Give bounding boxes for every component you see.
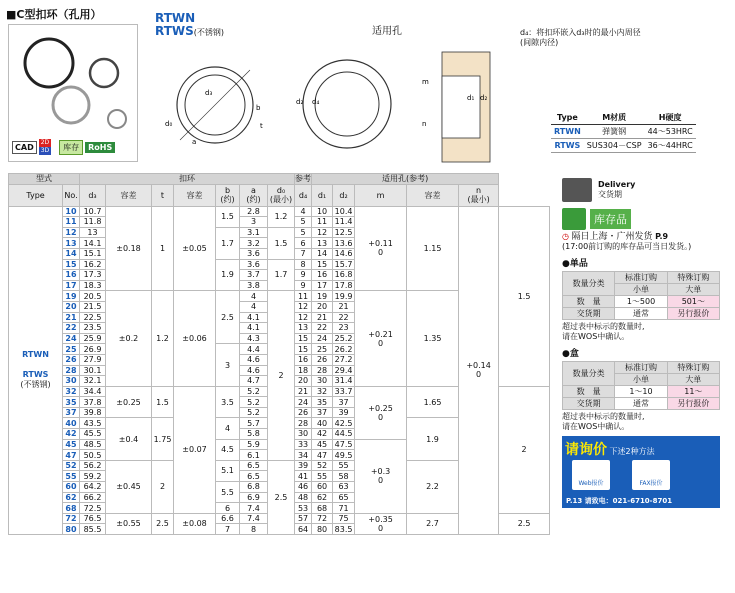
table-row: 35 37.8 5.2 24 35 37 — [9, 397, 550, 408]
table-row: 19 20.5 ±0.2 1.2 ±0.06 2.5 4 2 11 19 19.9 +0.21 0 1.35 — [9, 291, 550, 302]
hole-label: 适用孔 — [372, 26, 402, 37]
d4-note: d₄：将扣环嵌入d₃时的最小内周径 (间隙内径) — [520, 28, 641, 47]
table-row: 55 59.2 6.5 41 55 58 — [9, 471, 550, 482]
table-row: 16 17.3 3.7 9 16 16.8 — [9, 270, 550, 281]
table-row: 45 48.5 4.5 5.9 33 45 47.5 +0.3 0 — [9, 439, 550, 450]
table-row: 15 16.2 1.9 3.6 1.7 8 15 15.7 — [9, 259, 550, 270]
table-row: 20 21.5 4 12 20 21 — [9, 301, 550, 312]
rings-illustration — [9, 25, 137, 135]
col-header: d₄ — [295, 184, 312, 206]
table-row: 40 43.5 ±0.4 1.75 4 5.7 28 40 42.5 1.9 — [9, 418, 550, 429]
table-row: 42 45.5 5.8 30 42 44.5 — [9, 429, 550, 440]
web-quote-button[interactable]: Web报价 — [572, 460, 610, 490]
col-header: d₀ (最小) — [268, 184, 295, 206]
svg-text:d₃: d₃ — [205, 89, 213, 97]
col-header: a (约) — [240, 184, 268, 206]
fax-quote-button[interactable]: FAX报价 — [632, 460, 670, 490]
table-row: 28 30.1 4.6 18 28 29.4 — [9, 365, 550, 376]
table-row: 17 18.3 3.8 9 17 17.8 — [9, 280, 550, 291]
svg-text:b: b — [256, 104, 261, 112]
col-header: 容差 — [106, 184, 152, 206]
table-row: 25 26.9 3 4.4 15 25 26.2 — [9, 344, 550, 355]
col-header: 容差 — [407, 184, 459, 206]
qty-table-box: 数量分类 标准订购 特殊订购 小单 大单 数 量 1～10 11～ 交货期 通常 另行报价 — [562, 361, 720, 410]
table-row: 21 22.5 4.1 12 21 22 — [9, 312, 550, 323]
material-table: Type M材质 H硬度 RTWN 弹簧钢 44～53HRC RTWS SUS304－CSP 36～44HRC — [551, 111, 696, 153]
table-row: 47 50.5 6.1 34 47 49.5 — [9, 450, 550, 461]
inquiry-box[interactable]: 请询价 下述2种方法 Web报价 FAX报价 P.13 请致电：021-6710-8701 — [562, 436, 720, 508]
col-header: m — [355, 184, 407, 206]
ring-drawing — [160, 50, 280, 160]
svg-text:d₀: d₀ — [165, 120, 173, 128]
table-row: 13 14.1 3.2 6 13 13.6 — [9, 238, 550, 249]
col-header: d₃ — [80, 184, 106, 206]
col-header: d₁ — [312, 184, 333, 206]
table-row: 24 25.9 4.3 15 24 25.2 — [9, 333, 550, 344]
svg-text:m: m — [422, 78, 429, 86]
col-header: d₂ — [333, 184, 355, 206]
table-row: 72 76.5 ±0.55 2.5 ±0.08 6.6 7.4 57 72 75 +0.35 0 2.7 2.5 — [9, 513, 550, 524]
table-row: 26 27.9 4.6 16 26 27.2 — [9, 354, 550, 365]
hole-drawing — [292, 42, 512, 167]
col-header: t — [152, 184, 174, 206]
cad-badge[interactable]: CAD 2D 3D 库存 RoHS — [12, 139, 115, 155]
table-row: 30 32.1 4.7 20 30 31.4 — [9, 376, 550, 387]
spec-table: 型式 扣环 参考 适用孔(参考) Type No. d₃ 容差 t 容差 b (约) a (约) d₀ (最小) d₄ d₁ d₂ m 容差 n (最小) RTWN RTWS (不锈钢) 10 10.7 ±0.18 1 ±0.05 1.5 2.8 1.2 4 10 10.4 +0.11 0 1.15 +0.14 0 1.5 11 11.8 3 5 11 11.4 12 13 1.7 3.1 1.5 5 12 12.5 13 14.1 3.2 6 13 13.6 14 15.1 3.6 7 14 14.6 15 16.2 1.9 3.6 1.7 8 15 15.7 16 17.3 3.7 9 16 16.8 17 18.3 3.8 9 17 17.8 19 20.5 ±0.2 1.2 ±0.06 2.5 4 2 11 19 19.9 +0.21 0 1.35 20 21.5 4 12 20 21 21 22.5 4.1 12 21 22 22 23.5 4.1 13 22 23 24 25.9 4.3 15 24 25.2 25 26.9 3 4.4 15 25 26.2 26 27.9 4.6 16 26 27.2 28 30.1 4.6 18 28 29.4 30 32.1 4.7 20 30 31.4 32 34.4 ±0.25 1.5 ±0.07 3.5 5.2 21 32 33.7 +0.25 0 1.65 2 35 37.8 5.2 24 35 37 37 39.8 5.2 26 37 39 40 43.5 ±0.4 1.75 4 5.7 28 40 42.5 1.9 42 45.5 5.8 30 42 44.5 45 48.5 4.5 5.9 33 45 47.5 +0.3 0 47 50.5 6.1 34 47 49.5 52 56.2 ±0.45 2 5.1 6.5 2.5 39 52 55 2.2 55 59.2 6.5 41 55 58 60 64.2 5.5 6.8 46 60 63 62 66.2 6.9 48 62 65 68 72.5 6 7.4 53 68 71 72 76.5 ±0.55 2.5 ±0.08 6.6 7.4 57 72 75 +0.35 0 2.7 2.5 80 85.5 7 8 64 80 83.5 — [8, 173, 550, 535]
series-title: RTWN RTWS(不锈钢) — [155, 11, 225, 38]
col-header: 容差 — [174, 184, 216, 206]
col-header: n (最小) — [459, 184, 499, 206]
table-row: 14 15.1 3.6 7 14 14.6 — [9, 248, 550, 259]
truck-icon — [562, 178, 592, 202]
stock-badge: 库存 — [59, 140, 83, 155]
svg-text:d₂: d₂ — [480, 94, 488, 102]
clock-icon: ◷ — [562, 232, 569, 241]
table-row: 52 56.2 ±0.45 2 5.1 6.5 2.5 39 52 55 2.2 — [9, 460, 550, 471]
svg-text:a: a — [192, 138, 197, 146]
table-row: 32 34.4 ±0.25 1.5 ±0.07 3.5 5.2 21 32 33.7 +0.25 0 1.65 2 — [9, 386, 550, 397]
stock-icon — [562, 208, 586, 230]
svg-text:d₄: d₄ — [312, 98, 320, 106]
table-row: 11 11.8 3 5 11 11.4 — [9, 217, 550, 228]
col-header: Type — [9, 184, 63, 206]
table-row: 62 66.2 6.9 48 62 65 — [9, 492, 550, 503]
col-header: b (约) — [216, 184, 240, 206]
page-title: ■C型扣环（孔用） — [6, 8, 102, 21]
table-row: 60 64.2 5.5 6.8 46 60 63 — [9, 482, 550, 493]
table-row: 68 72.5 6 7.4 53 68 71 — [9, 503, 550, 514]
svg-text:d₁: d₁ — [467, 94, 475, 102]
col-header: No. — [63, 184, 80, 206]
svg-text:n: n — [422, 120, 427, 128]
table-row: RTWN RTWS (不锈钢) 10 10.7 ±0.18 1 ±0.05 1.5 2.8 1.2 4 10 10.4 +0.11 0 1.15 +0.14 0 1.5 — [9, 206, 550, 217]
svg-text:t: t — [260, 122, 263, 130]
table-row: 12 13 1.7 3.1 1.5 5 12 12.5 — [9, 227, 550, 238]
table-row: 22 23.5 4.1 13 22 23 — [9, 323, 550, 334]
table-row: 80 85.5 7 8 64 80 83.5 — [9, 524, 550, 535]
table-row: 37 39.8 5.2 26 37 39 — [9, 407, 550, 418]
svg-text:d₂: d₂ — [296, 98, 304, 106]
ordering-panel: Delivery 交货期 库存品 ◷ 隔日上海・广州发货 P.9 (17:00前订购的库存品可当日发货。) ●单品 数量分类 标准订购 特殊订购 小单 大单 数 量 1～500 501～ 交货期 通常 另行报价 超过表中标示的数量时, 请在WOS中确认。 ●盒 数量分类 标准订购 特殊订购 小单 大单 数 量 1～10 11～ 交货期 通常 另行报价 超过表中标示的数量时, 请在WOS中确认。 请询价 下述2种方法 Web报价 FAX报价 P.13 请致电：021-6710-8701 — [562, 178, 730, 508]
qty-table-single: 数量分类 标准订购 特殊订购 小单 大单 数 量 1～500 501～ 交货期 通常 另行报价 — [562, 271, 720, 320]
rohs-badge: RoHS — [85, 142, 115, 153]
